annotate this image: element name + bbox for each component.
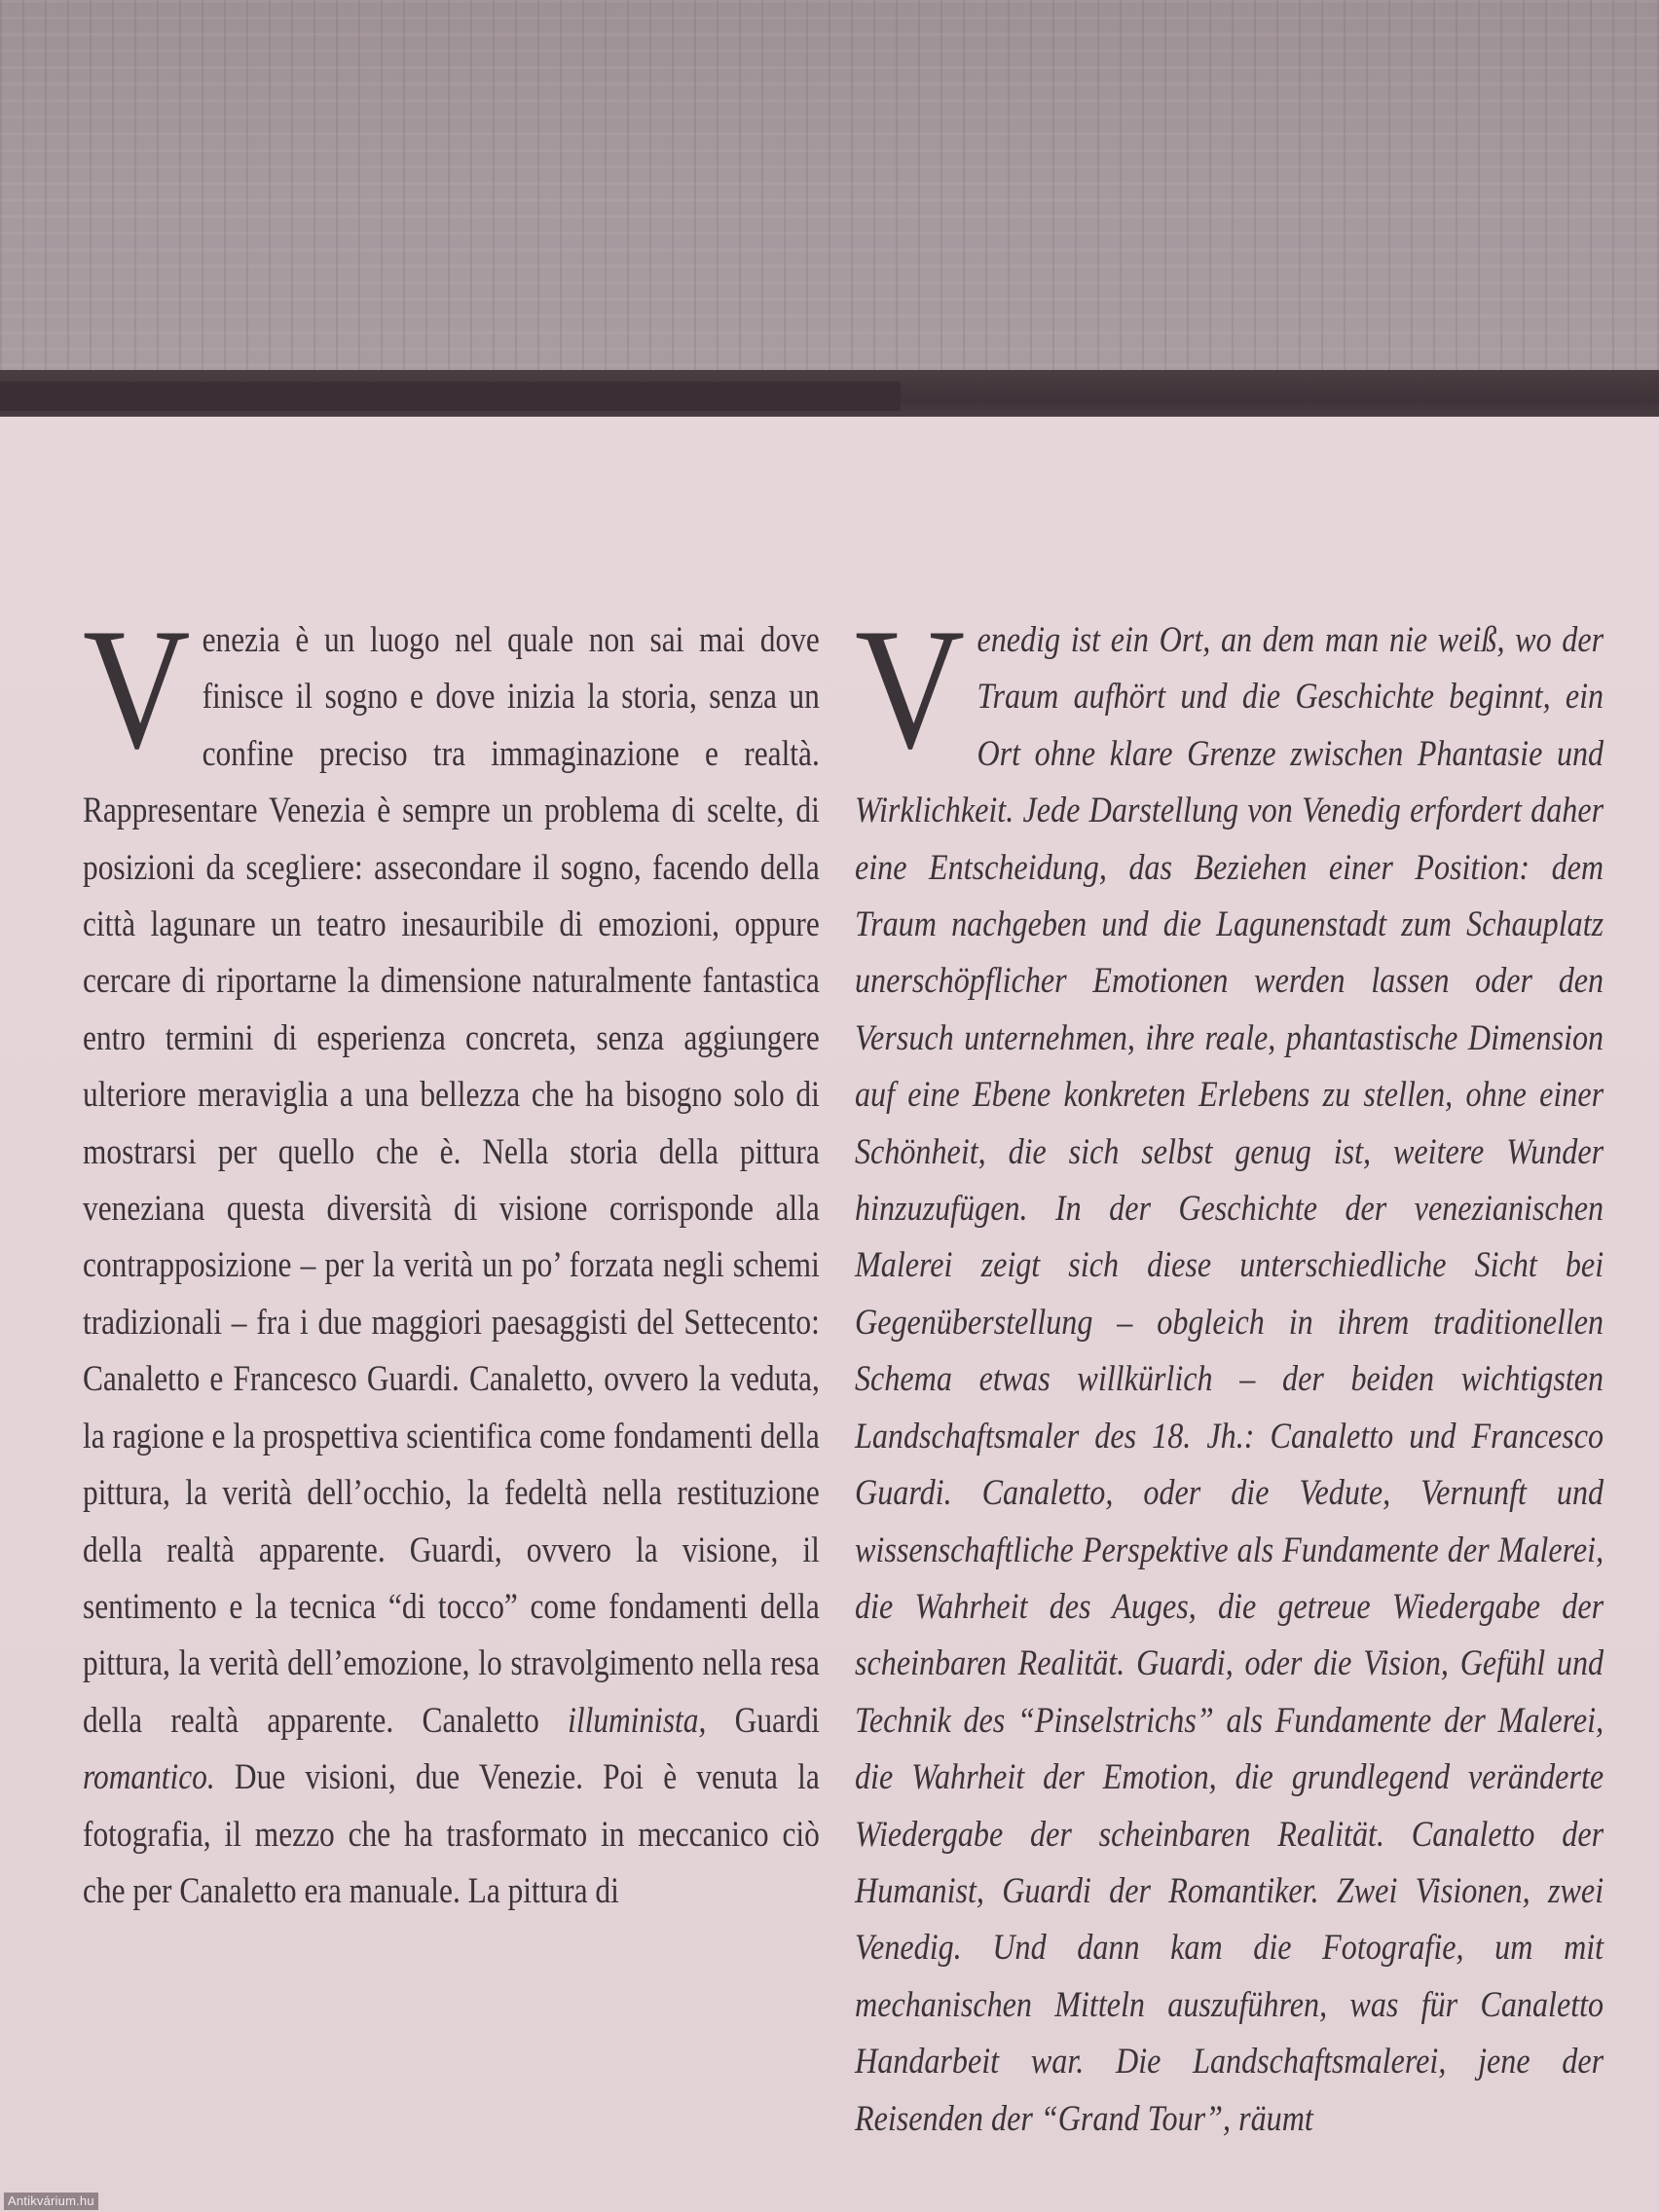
- italian-emphasis-illuminista: illuminista,: [568, 1699, 707, 1740]
- german-drop-cap: V: [855, 592, 966, 785]
- band-accent-strip: [0, 382, 901, 411]
- backdrop-surface: [0, 0, 1659, 375]
- watermark-credit: Antikvárium.hu: [4, 2193, 98, 2210]
- italian-text-part-2: Guardi: [734, 1699, 820, 1740]
- italian-drop-cap: V: [83, 592, 191, 785]
- german-column: [855, 592, 1604, 2147]
- italian-column: [83, 592, 820, 1919]
- italian-text-part-1: enezia è un luogo nel quale non sai mai dove finisce il sogno e dove inizia la storia, senza un confine preciso tra immaginazione e realtà. Rappresentare Venezia è sempre un problema di scelte, di posizioni da scegliere: assecondare il sogno, facendo della città lagunare un teatro inesauribile di emozioni, oppure cercare di riportarne la dimensione naturalmente fantastica entro termini di esperienza concreta, senza aggiungere ulteriore meraviglia a una bellezza che ha bisogno solo di mostrarsi per quello che è. Nella storia della pittura veneziana questa diversità di visione corrisponde alla contrapposizione – per la verità un po’ forzata negli schemi tradizionali – fra i due maggiori paesaggisti del Settecento: Canaletto e Francesco Guardi. Canaletto, ovvero la veduta, la ragione e la prospettiva scientifica come fondamenti della pittura, la verità dell’occhio, la fedeltà nella restituzione della realtà apparente. Guardi, ovvero la visione, il sentimento e la tecnica “di tocco” come fondamenti della pittura, la verità dell’emozione, lo stravolgimento nella resa della realtà apparente. Canaletto: [83, 619, 820, 1740]
- italian-text-part-3: Due visioni, due Venezie. Poi è venuta la fotografia, il mezzo che ha trasformato in meccanico ciò che per Canaletto era manuale. La pittura di: [83, 1756, 820, 1910]
- german-text: enedig ist ein Ort, an dem man nie weiß, wo der Traum aufhört und die Geschichte beginnt, ein Ort ohne klare Grenze zwischen Phantasie und Wirklichkeit. Jede Darstellung von Venedig erfordert daher eine Entscheidung, das Beziehen einer Position: dem Traum nachgeben und die Lagunenstadt zum Schauplatz unerschöpflicher Emotionen werden lassen oder den Versuch unternehmen, ihre reale, phantastische Dimension auf eine Ebene konkreten Erlebens zu stellen, ohne einer Schönheit, die sich selbst genug ist, weitere Wunder hinzuzufügen. In der Geschichte der venezianischen Malerei zeigt sich diese unterschiedliche Sicht bei Gegenüberstellung – obgleich in ihrem traditionellen Schema etwas willkürlich – der beiden wichtigsten Landschaftsmaler des 18. Jh.: Canaletto und Francesco Guardi. Canaletto, oder die Vedute, Vernunft und wissenschaftliche Perspektive als Fundamente der Malerei, die Wahrheit des Auges, die getreue Wiedergabe der scheinbaren Realität. Guardi, oder die Vision, Gefühl und Technik des “Pinselstrichs” als Fundamente der Malerei, die Wahrheit der Emotion, die grundlegend veränderte Wiedergabe der scheinbaren Realität. Canaletto der Humanist, Guardi der Romantiker. Zwei Visionen, zwei Venedig. Und dann kam die Fotografie, um mit mechanischen Mitteln auszuführen, was für Canaletto Handarbeit war. Die Landschaftsmalerei, jene der Reisenden der “Grand Tour”, räumt: [855, 619, 1604, 2138]
- italian-emphasis-romantico: romantico.: [83, 1756, 215, 1797]
